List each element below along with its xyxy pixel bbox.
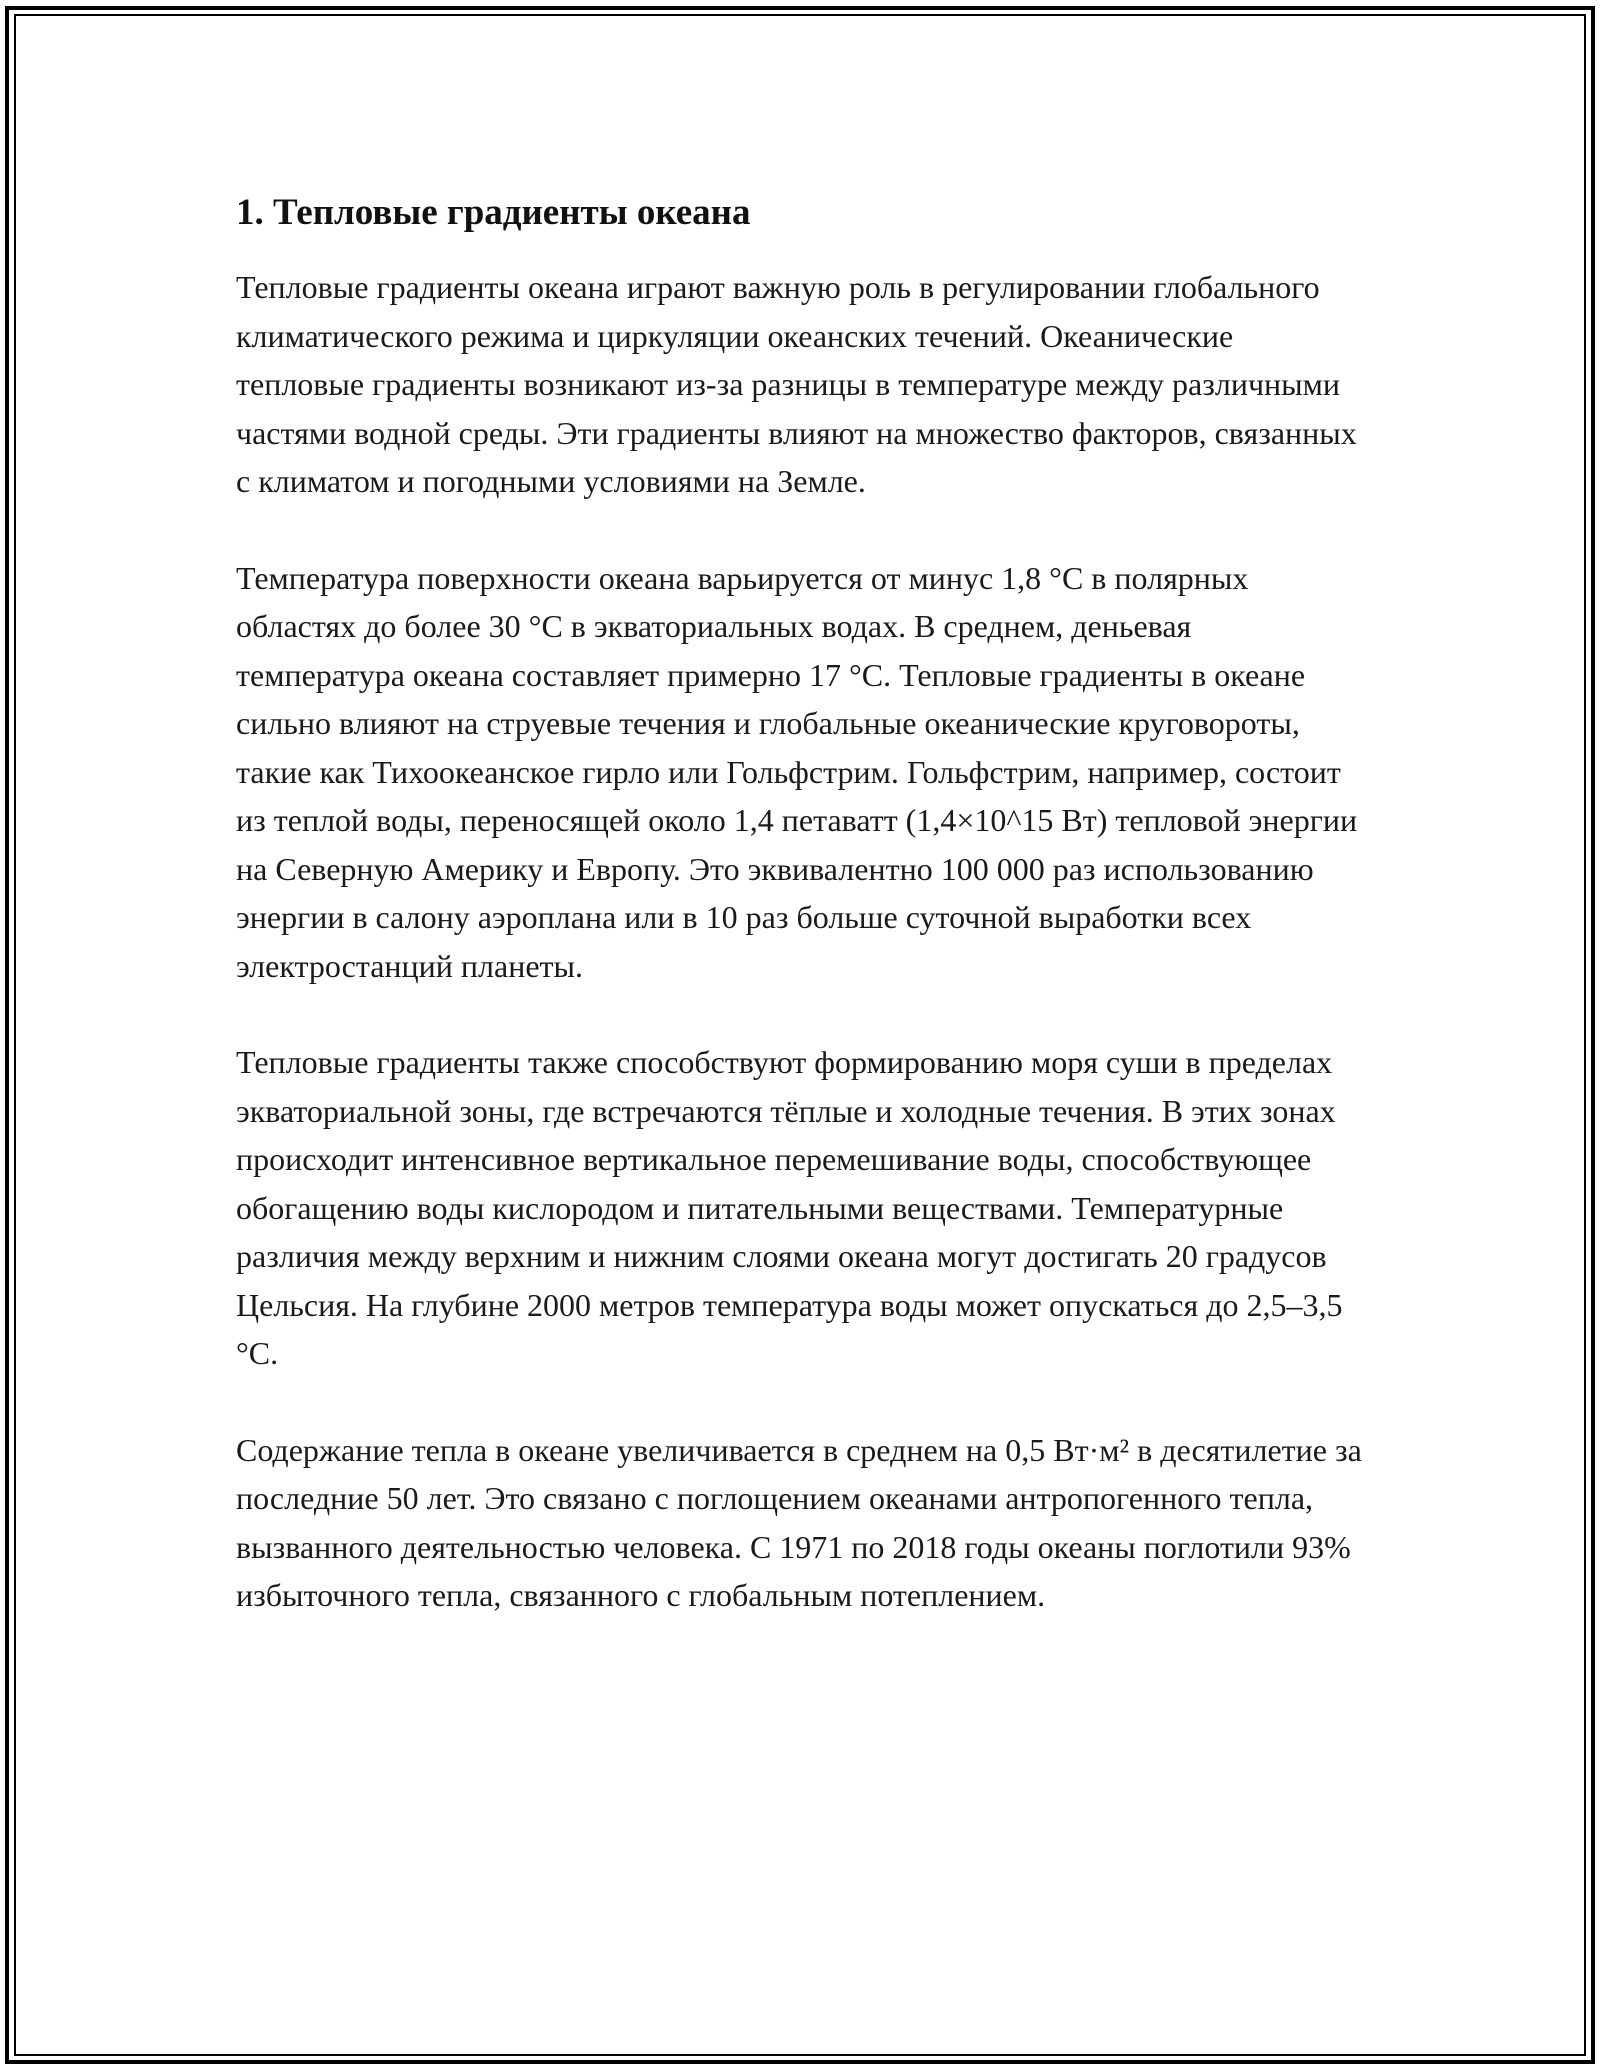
paragraph-3: Тепловые градиенты также способствуют формированию моря суши в пределах экваториальной зоны, где встречаются тёплые и холодные течения. В этих зонах происходит интенсивное вертикальное перемешивание воды, способствующее обогащению воды кислородом и питательными веществами. Температурные различия между верхним и нижним слоями океана могут достигать 20 градусов Цельсия. На глубине 2000 метров температура воды может опускаться до 2,5–3,5 °C.: [236, 1044, 1343, 1371]
section-heading: 1. Тепловые градиенты океана: [236, 192, 751, 233]
paragraph-2: Температура поверхности океана варьируется от минус 1,8 °C в полярных областях до более 30 °C в экваториальных водах. В среднем, деньевая температура океана составляет примерно 17 °C. Тепловые градиенты в океане сильно влияют на струевые течения и глобальные океанические круговороты, такие как Тихоокеанское гирло или Гольфстрим. Гольфстрим, например, состоит из теплой воды, переносящей около 1,4 петаватт (1,4×10^15 Вт) тепловой энергии на Северную Америку и Европу. Это эквивалентно 100 000 раз использованию энергии в салону аэроплана или в 10 раз больше суточной выработки всех электростанций планеты.: [236, 559, 1358, 984]
paragraph-1: Тепловые градиенты океана играют важную роль в регулировании глобального климатического режима и циркуляции океанских течений. Океанические тепловые градиенты возникают из-за разницы в температуре между различными частями водной среды. Эти градиенты влияют на множество факторов, связанных с климатом и погодными условиями на Земле.: [236, 269, 1357, 499]
document-body: [236, 185, 1366, 1668]
paragraph-4: Содержание тепла в океане увеличивается в среднем на 0,5 Вт·м² в десятилетие за последние 50 лет. Это связано с поглощением океанами антропогенного тепла, вызванного деятельностью человека. С 1971 по 2018 годы океаны поглотили 93% избыточного тепла, связанного с глобальным потеплением.: [236, 1431, 1362, 1613]
